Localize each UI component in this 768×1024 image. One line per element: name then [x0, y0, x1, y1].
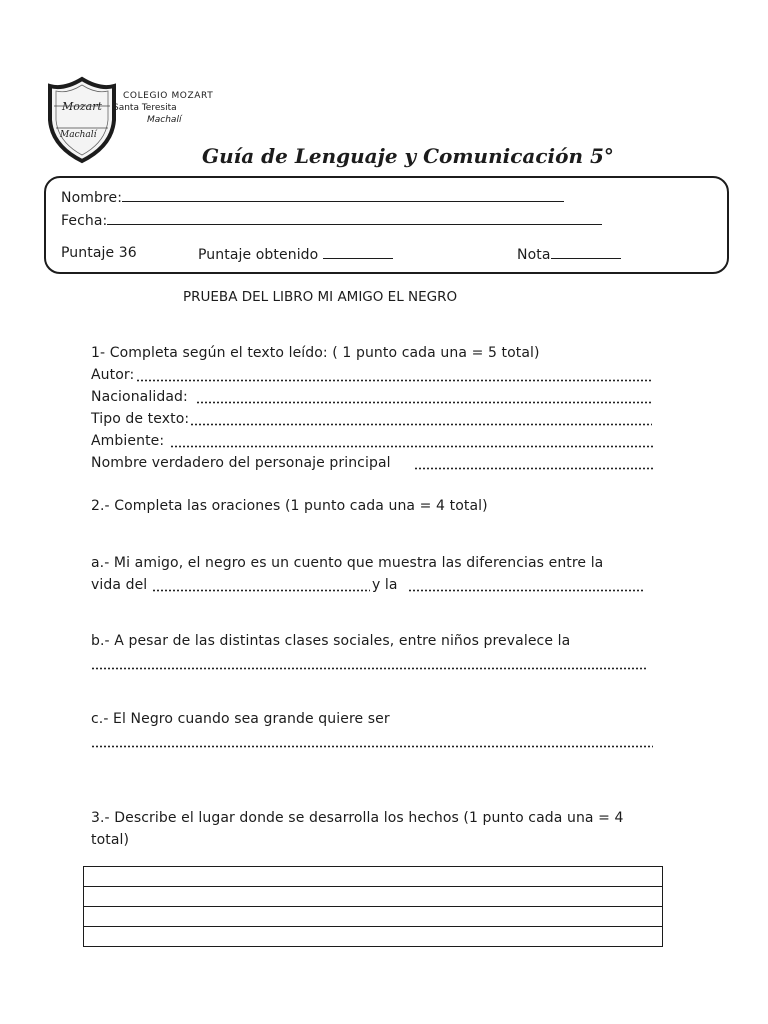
answer-cell[interactable]	[84, 867, 663, 887]
grade-line[interactable]	[551, 245, 621, 259]
character-name-answer-line[interactable]	[414, 456, 654, 470]
table-row	[84, 887, 663, 907]
school-crest-logo	[44, 76, 120, 164]
answer-table	[83, 866, 663, 947]
total-score: Puntaje 36	[61, 245, 137, 261]
name-label: Nombre:	[61, 190, 123, 206]
date-field-row[interactable]	[61, 211, 602, 229]
date-label: Fecha:	[61, 213, 108, 229]
section3-heading-line1: 3.- Describe el lugar donde se desarrolla los hechos (1 punto cada una = 4	[91, 810, 624, 826]
question-c-text: c.- El Negro cuando sea grande quiere ser	[91, 711, 390, 727]
grade-row[interactable]	[517, 245, 621, 263]
character-name-label: Nombre verdadero del personaje principal	[91, 455, 391, 471]
obtained-score-label: Puntaje obtenido	[198, 247, 319, 263]
name-field-row[interactable]	[61, 188, 564, 206]
guide-title: Guía de Lenguaje y Comunicación 5°	[202, 144, 614, 168]
question-a-y-label: y la	[372, 577, 398, 593]
grade-label: Nota	[517, 247, 551, 263]
date-line[interactable]	[107, 211, 602, 225]
obtained-score-line[interactable]	[323, 245, 393, 259]
school-name: COLEGIO MOZART	[123, 91, 214, 101]
crest-text-top: Mozart	[62, 100, 102, 113]
question-a-line1: a.- Mi amigo, el negro es un cuento que muestra las diferencias entre la	[91, 555, 604, 571]
answer-cell[interactable]	[84, 887, 663, 907]
nationality-answer-line[interactable]	[196, 390, 652, 404]
name-line[interactable]	[122, 188, 564, 202]
nationality-label: Nacionalidad:	[91, 389, 188, 405]
section3-heading-line2: total)	[91, 832, 130, 848]
crest-text-bottom: Machalí	[60, 130, 97, 140]
table-row	[84, 907, 663, 927]
question-a-vida-label: vida del	[91, 577, 148, 593]
answer-cell[interactable]	[84, 927, 663, 947]
table-row	[84, 867, 663, 887]
author-answer-line[interactable]	[136, 368, 652, 382]
answer-cell[interactable]	[84, 907, 663, 927]
setting-label: Ambiente:	[91, 433, 165, 449]
exam-title: PRUEBA DEL LIBRO MI AMIGO EL NEGRO	[183, 289, 458, 305]
school-city: Machalí	[147, 115, 182, 125]
section1-heading: 1- Completa según el texto leído: ( 1 punto cada una = 5 total)	[91, 345, 540, 361]
author-label: Autor:	[91, 367, 135, 383]
school-location: Santa Teresita	[113, 103, 177, 113]
table-row	[84, 927, 663, 947]
question-a-answer-1[interactable]	[152, 578, 370, 592]
setting-answer-line[interactable]	[170, 434, 654, 448]
text-type-answer-line[interactable]	[190, 412, 652, 426]
question-b-answer-line[interactable]	[91, 656, 648, 670]
text-type-label: Tipo de texto:	[91, 411, 190, 427]
obtained-score-row[interactable]	[198, 245, 393, 263]
question-a-answer-2[interactable]	[408, 578, 644, 592]
section2-heading: 2.- Completa las oraciones (1 punto cada una = 4 total)	[91, 498, 488, 514]
question-c-answer-line[interactable]	[91, 734, 653, 748]
question-b-text: b.- A pesar de las distintas clases sociales, entre niños prevalece la	[91, 633, 571, 649]
